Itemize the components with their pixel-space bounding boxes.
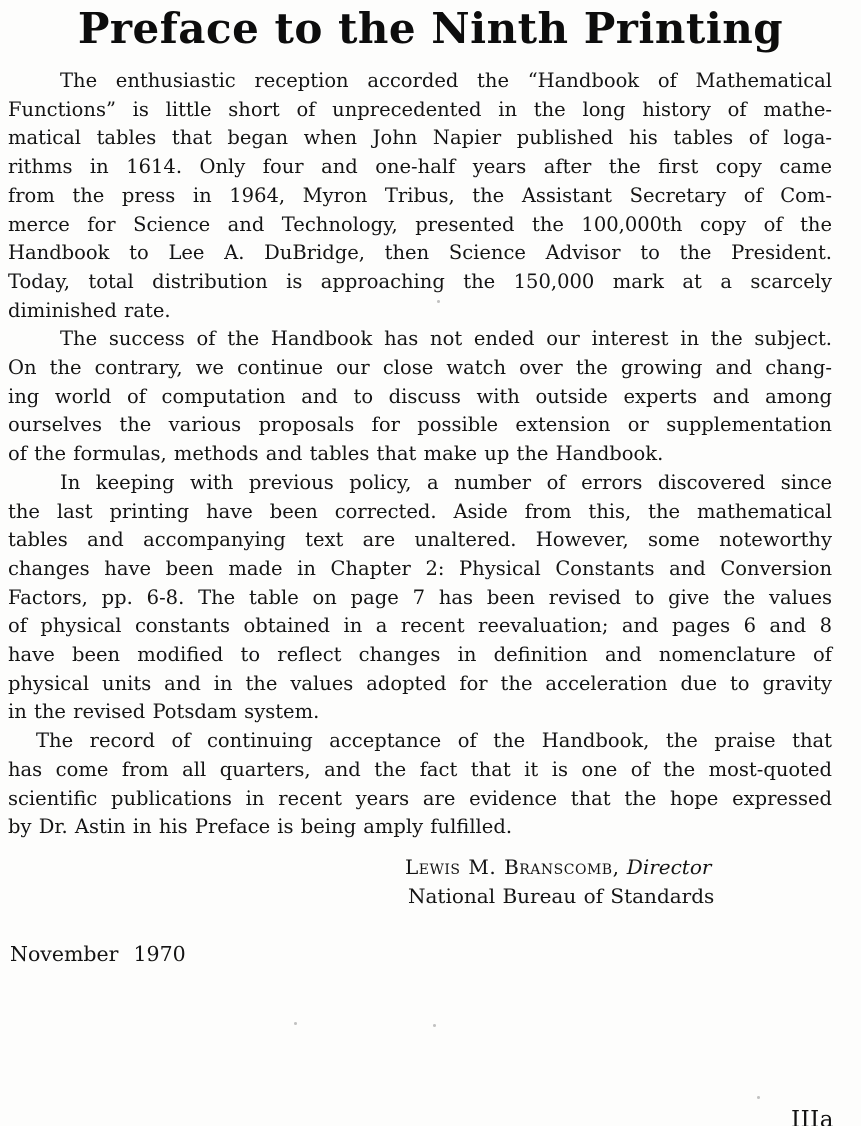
signature-role: Director — [626, 854, 712, 879]
text-line: diminished rate. — [8, 298, 171, 322]
text-line: The success of the Handbook has not ended our interest in the subject. — [60, 327, 832, 351]
text-line: from the press in 1964, Myron Tribus, the Assistant Secretary of Com- — [8, 183, 832, 207]
signature-organization: National Bureau of Standards — [408, 884, 715, 909]
text-line: ing world of computation and to discuss with outside experts and among — [8, 384, 832, 408]
paragraph — [8, 325, 832, 469]
text-line: On the contrary, we continue our close watch over the growing and chang- — [8, 356, 832, 380]
scan-speck — [757, 1096, 760, 1099]
text-line: Factors, pp. 6-8. The table on page 7 has been revised to give the values — [8, 585, 832, 609]
text-line: The record of continuing acceptance of the Handbook, the praise that — [36, 729, 832, 753]
text-line: Handbook to Lee A. DuBridge, then Science Advisor to the President. — [8, 241, 832, 265]
signature-line — [405, 853, 832, 883]
text-line: the last printing have been corrected. Aside from this, the mathematical — [8, 499, 832, 523]
page-title: Preface to the Ninth Printing — [77, 4, 784, 53]
text-line: of the formulas, methods and tables that make up the Handbook. — [8, 442, 664, 466]
text-line: in the revised Potsdam system. — [8, 700, 320, 724]
scan-speck — [433, 1024, 436, 1027]
paragraph — [8, 727, 832, 842]
scan-speck — [294, 1022, 297, 1025]
paragraph — [8, 67, 832, 325]
text-line: The enthusiastic reception accorded the “Handbook of Mathematical — [60, 69, 832, 92]
text-line: scientific publications in recent years are evidence that the hope expressed — [8, 786, 832, 810]
text-line: Today, total distribution is approaching the 150,000 mark at a scarcely — [8, 269, 832, 293]
text-line: of physical constants obtained in a recent reevaluation; and pages 6 and 8 — [8, 614, 832, 638]
text-line: physical units and in the values adopted for the acceleration due to gravity — [8, 671, 832, 695]
signature-name: Lewis M. Branscomb, — [405, 854, 620, 879]
signature-block — [405, 853, 832, 912]
body-text — [8, 67, 832, 969]
text-line: have been modified to reflect changes in definition and nomenclature of — [8, 643, 832, 667]
text-line: matical tables that began when John Napier published his tables of loga- — [8, 126, 832, 150]
text-line: merce for Science and Technology, presented the 100,000th copy of the — [8, 212, 832, 236]
text-line: rithms in 1614. Only four and one-half years after the first copy came — [8, 155, 832, 179]
page-number: IIIa — [791, 1107, 834, 1126]
date-line: November 1970 — [10, 941, 186, 966]
text-line: In keeping with previous policy, a number of errors discovered since — [60, 470, 832, 494]
text-line: has come from all quarters, and the fact that it is one of the most-quoted — [8, 757, 832, 781]
paragraph — [8, 469, 832, 727]
text-line: Functions” is little short of unprecedented in the long history of mathe- — [8, 97, 832, 121]
text-line: tables and accompanying text are unaltered. However, some noteworthy — [8, 528, 832, 552]
scan-speck — [437, 300, 440, 303]
text-line: changes have been made in Chapter 2: Physical Constants and Conversion — [8, 556, 832, 580]
text-line: ourselves the various proposals for possible extension or supplementation — [8, 413, 832, 437]
text-line: by Dr. Astin in his Preface is being amply fulfilled. — [8, 815, 513, 839]
